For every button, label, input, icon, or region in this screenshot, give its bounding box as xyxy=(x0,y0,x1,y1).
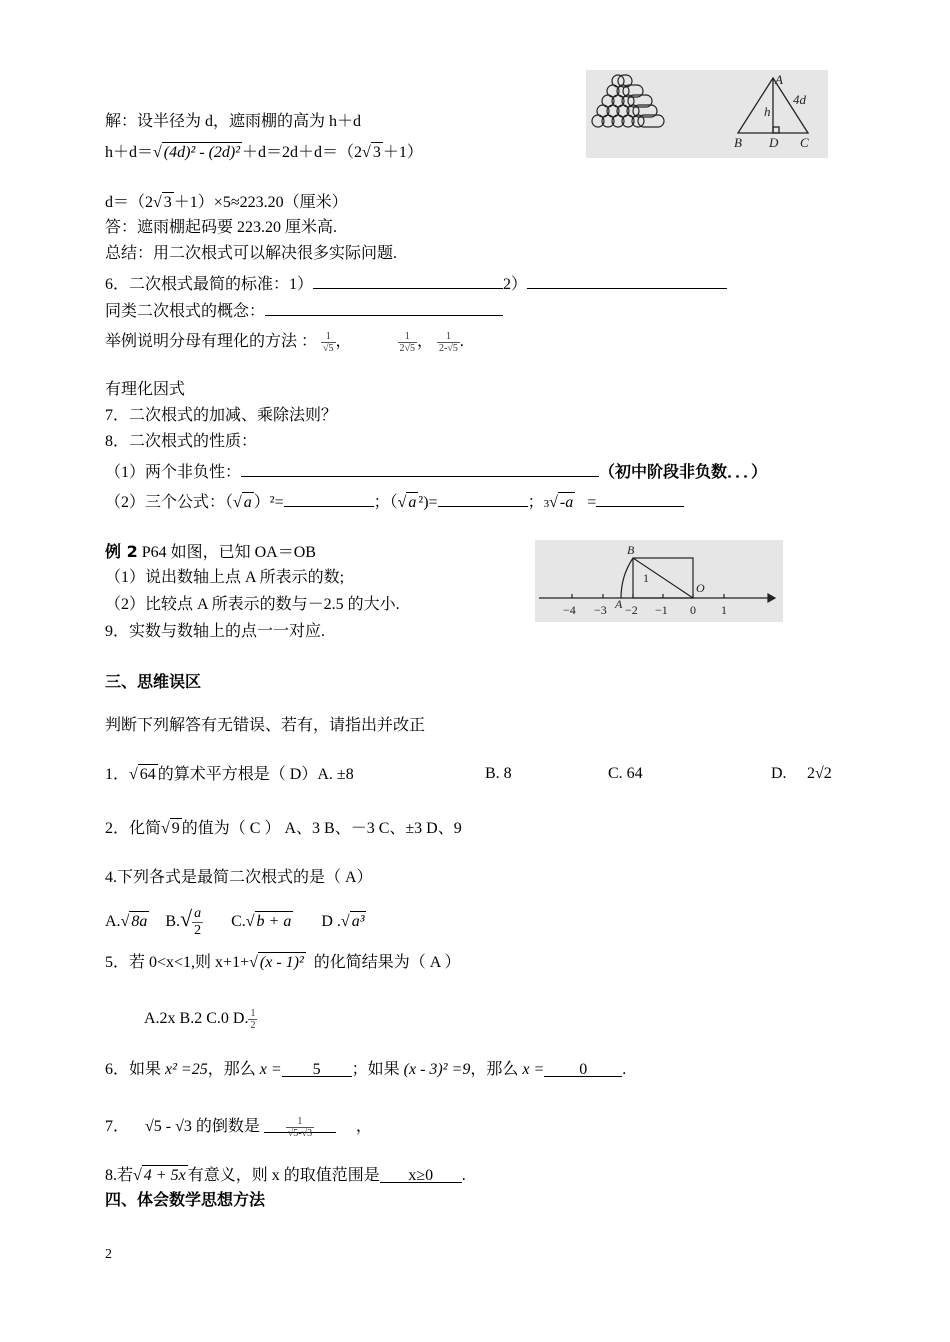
pipe-stack xyxy=(592,75,664,127)
question-9: 9．实数与数轴上的点一一对应. xyxy=(105,623,326,640)
blank-prop-1[interactable] xyxy=(241,460,599,477)
example-2-part-2: （2）比较点 A 所表示的数与－2.5 的大小. xyxy=(105,596,400,613)
label-c: C xyxy=(800,135,809,150)
tick-neg1: −1 xyxy=(655,603,668,617)
diagonal-ob xyxy=(633,558,693,598)
s3-question-2: 2．化简√ 9 的值为（ C ） A、3 B、－3 C、±3 D、9 xyxy=(105,820,462,837)
blank-formula-1[interactable] xyxy=(284,490,374,507)
rationalize-line: 举例说明分母有理化的方法 ： $\frac{1}{√5}$ ， $\frac{1}{2√5}$ ， $\frac{1}{2-√5}$ . xyxy=(105,331,464,354)
blank-formula-3[interactable] xyxy=(596,490,684,507)
s3-question-8: 8.若√ 4 + 5x 有意义，则 x 的取值范围是 x≥0 . xyxy=(105,1167,466,1184)
axis-label-o: O xyxy=(696,581,705,595)
fraction-2: $\frac{1}{2√5}$ xyxy=(399,331,416,354)
tick-neg3: −3 xyxy=(594,603,607,617)
property-2-line: （2）三个公式：（√ a ）²= ；（√ a ²)= ；3√ -a = xyxy=(105,490,684,514)
blank-6-2[interactable] xyxy=(527,272,727,289)
question-7: 7．二次根式的加减、乘除法则？ xyxy=(105,407,338,424)
pipes-triangle-drawing xyxy=(586,70,828,158)
tick-1: 1 xyxy=(721,603,727,617)
pipes-triangle-figure xyxy=(586,70,828,158)
solution-line-1: 解：设半径为 d，遮雨棚的高为 h＋d xyxy=(105,113,362,130)
s3-question-5: 5．若 0<x<1,则 x+1+√ (x - 1)² 的化简结果为（ A ） xyxy=(105,954,461,971)
page-number: 2 xyxy=(105,1247,112,1262)
axis-label-b: B xyxy=(627,543,635,557)
fraction-3: $\frac{1}{2-√5}$ xyxy=(439,331,458,354)
solution-line-3: d＝（2√ 3 ＋1）×5≈223.20（厘米） xyxy=(105,194,348,211)
similar-radicals-line: 同类二次根式的概念： xyxy=(105,299,503,322)
tick-neg4: −4 xyxy=(563,603,576,617)
axis-arrow xyxy=(768,594,775,602)
number-line-figure xyxy=(535,540,783,622)
solution-line-2: h＋d＝√ (4d)² - (2d)² ＋d＝2d＋d＝（2√ 3 ＋1） xyxy=(105,144,423,161)
answer-6-2[interactable]: 0 xyxy=(544,1060,622,1077)
axis-label-a: A xyxy=(615,597,623,611)
answer-8[interactable]: x≥0 xyxy=(380,1166,462,1183)
section-3-title: 三、思维误区 xyxy=(105,672,202,691)
label-4d: 4d xyxy=(793,92,806,107)
section-3-intro: 判断下列解答有无错误、若有，请指出并改正 xyxy=(105,717,426,734)
section-4-title: 四、体会数学思想方法 xyxy=(105,1190,266,1209)
rational-factor-line: 有理化因式 xyxy=(105,381,186,398)
s3-question-5-options: A.2x B.2 C.0 D. $\frac{1}{2}$ xyxy=(144,1008,256,1031)
blank-similar[interactable] xyxy=(265,299,503,316)
example-2-title: 例 2 P64 如图，已知 OA＝OB xyxy=(105,542,316,561)
label-a: A xyxy=(775,72,783,87)
answer-6-1[interactable]: 5 xyxy=(282,1060,352,1077)
blank-formula-2[interactable] xyxy=(438,490,528,507)
s3-question-1: 1．√ 64 的算术平方根是（ D）A. ±8 B. 8 C. 64 D. 2√2 xyxy=(105,765,832,783)
s3-question-4: 4.下列各式是最简二次根式的是（ A） xyxy=(105,869,373,886)
answer-line: 答：遮雨棚起码要 223.20 厘米高. xyxy=(105,219,338,236)
axis-label-1: 1 xyxy=(643,571,649,585)
tick-neg2: −2 xyxy=(625,603,638,617)
s3-question-4-options: A.√ 8a B.√ $\frac{a}{2}$ C.√ b + a D .√ a³ xyxy=(105,906,365,938)
answer-7[interactable]: $\frac{1}{√5-√3}$ xyxy=(264,1116,336,1133)
summary-line: 总结：用二次根式可以解决很多实际问题. xyxy=(105,245,398,262)
label-d: D xyxy=(769,135,779,150)
number-line-drawing xyxy=(535,540,783,622)
label-h: h xyxy=(764,104,771,119)
arc-ba xyxy=(621,558,633,598)
example-2-part-1: （1）说出数轴上点 A 所表示的数; xyxy=(105,569,345,586)
question-8: 8．二次根式的性质： xyxy=(105,433,258,450)
blank-6-1[interactable] xyxy=(313,272,503,289)
label-b: B xyxy=(734,135,742,150)
question-6: 6．二次根式最简的标准：1） 2） xyxy=(105,272,727,295)
property-1-line: （1）两个非负性： （初中阶段非负数．．．） xyxy=(105,462,768,481)
fraction-1: $\frac{1}{√5}$ xyxy=(323,331,334,354)
s3-question-6: 6．如果 x² =25，那么 x = 5 ；如果 (x - 3)² =9，那么 x = 0 . xyxy=(105,1061,627,1078)
tick-0: 0 xyxy=(690,603,696,617)
s3-question-7: 7． √5 - √3 的倒数是 $\frac{1}{√5-√3}$ ， xyxy=(105,1116,372,1139)
